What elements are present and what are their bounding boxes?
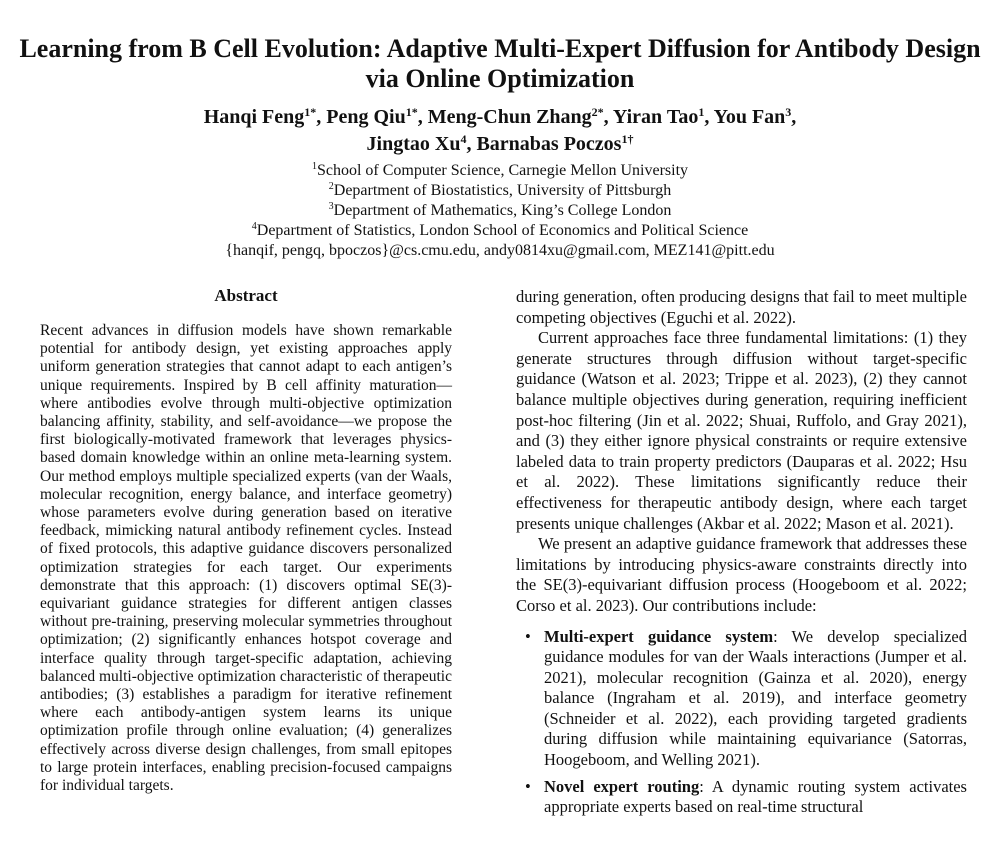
contributions-list [516, 627, 967, 818]
author: Jingtao Xu$^4$ [366, 132, 467, 155]
affiliation: $^4$Department of Statistics, London School of Economics and Political Science [251, 221, 749, 239]
introduction-column [516, 287, 967, 824]
author: Peng Qiu$^{1*}$ [326, 105, 418, 128]
author: Hanqi Feng$^{1*}$ [203, 105, 317, 128]
author: You Fan$^3$ [713, 105, 792, 128]
author-list: Hanqi Feng$^{1*}$, Peng Qiu$^{1*}$, Meng-Chun Zhang$^{2*}$, Yiran Tao$^1$, You Fan$^3$, Jingtao Xu$^4$, Barnabas Poczos$^{1\dagger}$ [203, 105, 797, 155]
paper-title: Learning from B Cell Evolution: Adaptive Multi-Expert Diffusion for Antibody Design via Online Optimization [19, 34, 981, 93]
intro-paragraph: during generation, often producing designs that fail to meet multiple competing objectives (Eguchi et al. 2022). [516, 287, 967, 327]
abstract-text: Recent advances in diffusion models have shown remarkable potential for antibody design, yet existing approaches apply uniform generation strategies that cannot adapt to each antigen’s unique requirements. Inspired by B cell affinity maturation—where antibodies evolve through multi-objective optimization balancing affinity, stability, and self-avoidance—we propose the first biologically-motivated framework that leverages physics-based domain knowledge within an online meta-learning system. Our method employs multiple specialized experts (van der Waals, molecular recognition, energy balance, and interface geometry) whose parameters evolve during generation based on iterative feedback, mimicking natural antibody refinement cycles. Instead of fixed protocols, this adaptive guidance discovers personalized optimization strategies for each target. Our experiments demonstrate that this approach: (1) discovers optimal SE(3)-equivariant guidance strategies for different antigen classes without pre-training, preserving molecular symmetries throughout optimization; (2) significantly enhances hotspot coverage and interface quality through target-specific adaptation, achieving balanced multi-objective optimization characteristic of therapeutic antibodies; (3) establishes a paradigm for iterative refinement where each antibody-antigen system learns its unique optimization profile through online evaluation; (4) generalizes effectively across diverse design challenges, from small epitopes to large protein interfaces, enabling precision-focused campaigns for individual targets. [40, 322, 452, 795]
bullet-icon: • [525, 626, 531, 646]
affiliation-list [0, 161, 1000, 261]
contribution-title: Multi-expert guidance system [544, 626, 774, 646]
contribution-text: : A dynamic routing system activates appropriate experts based on real-time structural [544, 776, 967, 817]
affiliation: $^3$Department of Mathematics, King’s College London [328, 201, 672, 219]
bullet-icon: • [525, 776, 531, 796]
affiliation: $^2$Department of Biostatistics, University of Pittsburgh [328, 181, 672, 199]
affiliation: $^1$School of Computer Science, Carnegie Mellon University [311, 161, 689, 179]
abstract-heading: Abstract [214, 286, 278, 305]
intro-paragraph: Current approaches face three fundamental limitations: (1) they generate structures through diffusion without target-specific guidance (Watson et al. 2023; Trippe et al. 2023), (2) they cannot balance multiple objectives during generation, requiring inefficient post-hoc filtering (Jin et al. 2022; Shuai, Ruffolo, and Gray 2021), and (3) they either ignore physical constraints or require extensive labeled data to train property predictors (Dauparas et al. 2022; Hsu et al. 2022). These limitations significantly reduce their effectiveness for therapeutic antibody design, where each target presents unique challenges (Akbar et al. 2022; Mason et al. 2021). [516, 328, 967, 533]
intro-paragraph: We present an adaptive guidance framework that addresses these limitations by introducing physics-aware constraints directly into the SE(3)-equivariant diffusion process (Hoogeboom et al. 2022; Corso et al. 2023). Our contributions include: [516, 534, 967, 615]
contribution-text: : We develop specialized guidance modules for van der Waals interactions (Jumper et al. 2021), molecular recognition (Gainza et al. 2020), energy balance (Ingraham et al. 2019), and interface geometry (Schneider et al. 2022), each providing targeted gradients during diffusion while maintaining equivariance (Satorras, Hoogeboom, and Welling 2021). [544, 626, 967, 770]
contribution-title: Novel expert routing [544, 776, 700, 796]
author: Meng-Chun Zhang$^{2*}$ [427, 105, 604, 128]
list-item [516, 777, 967, 818]
list-item [516, 627, 967, 771]
author-emails: {hanqif, pengq, bpoczos}@cs.cmu.edu, andy0814xu@gmail.com, MEZ141@pitt.edu [225, 242, 775, 259]
author: Barnabas Poczos$^{1\dagger}$ [476, 132, 634, 155]
author: Yiran Tao$^1$ [612, 105, 705, 128]
